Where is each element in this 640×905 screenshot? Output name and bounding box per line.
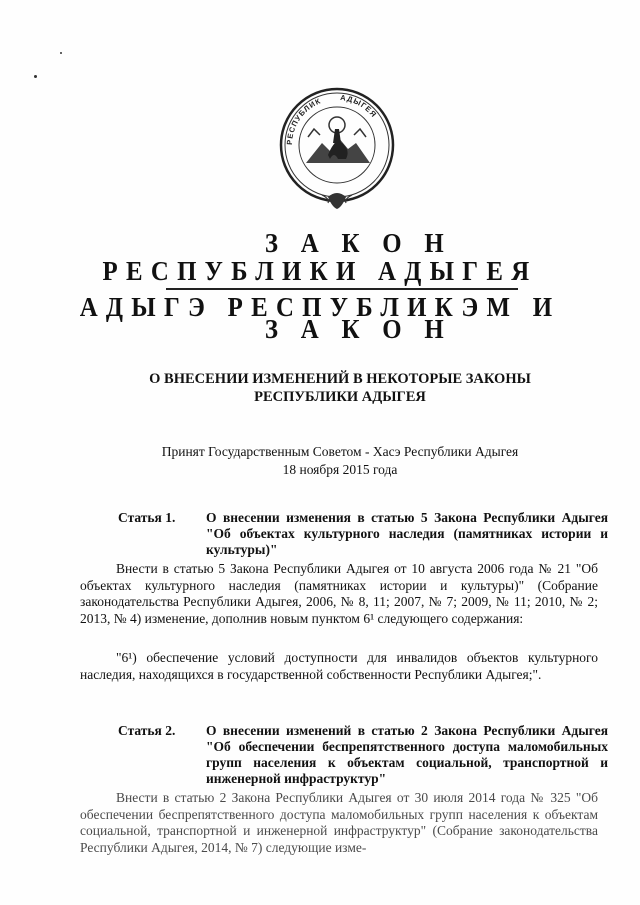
article-1-label: Статья 1.: [118, 510, 176, 525]
document-heading-line-1: О ВНЕСЕНИИ ИЗМЕНЕНИЙ В НЕКОТОРЫЕ ЗАКОНЫ: [149, 371, 531, 387]
article-2-label: Статья 2.: [118, 723, 176, 738]
scan-speck: [60, 52, 62, 54]
law-title-line-2: РЕСПУБЛИКИ АДЫГЕЯ: [102, 256, 538, 286]
adygea-coat-of-arms-icon: [278, 85, 396, 213]
document-heading-line-2: РЕСПУБЛИКИ АДЫГЕЯ: [254, 389, 426, 405]
article-2-title: О внесении изменений в статью 2 Закона Республики Адыгея "Об обеспечении беспрепятственного доступа маломобильных групп населения к объектам социальной, транспортной и инженерной инфраструктур": [206, 723, 608, 786]
scan-speck: [34, 75, 37, 78]
emblem-ring-text-right: АДЫГЕЯ: [339, 92, 379, 120]
svg-text:АДЫГЕЯ: [340, 93, 379, 119]
accepted-date: 18 ноября 2015 года: [282, 462, 398, 477]
title-divider: [166, 288, 518, 290]
article-2-paragraph-1: Внести в статью 2 Закона Республики Адыгея от 30 июля 2014 года № 325 "Об обеспечении беспрепятственного доступа маломобильных групп населения к объектам социальной, транспортной и инженерной инфраструктур" (Собрание законодательства Республики Адыгея, 2014, № 7) следующие изме-: [80, 790, 598, 855]
accepted-line: Принят Государственным Советом - Хасэ Республики Адыгея: [161, 444, 519, 459]
article-1-paragraph-1: Внести в статью 5 Закона Республики Адыгея от 10 августа 2006 года № 21 "Об объектах культурного наследия (памятниках истории и культуры)" (Собрание законодательства Республики Адыгея, 2006, № 8, 11; 2007, № 7; 2009, № 11; 2010, № 2; 2013, № 4) изменение, дополнив новым пунктом 6¹ следующего содержания:: [80, 561, 598, 626]
article-1-paragraph-2: "6¹) обеспечение условий доступности для инвалидов объектов культурного наследия, находящихся в государственной собственности Республики Адыгея;".: [80, 650, 598, 682]
emblem-ring-text-top: РЕСПУБЛИК: [284, 96, 323, 146]
law-title-line-4: З А К О Н: [264, 314, 452, 344]
law-title-line-1: З А К О Н: [264, 228, 452, 258]
article-1-title: О внесении изменения в статью 5 Закона Республики Адыгея "Об объектах культурного наследия (памятниках истории и культуры)": [206, 510, 608, 557]
law-title-line-3: АДЫГЭ РЕСПУБЛИКЭМ И: [79, 292, 561, 322]
